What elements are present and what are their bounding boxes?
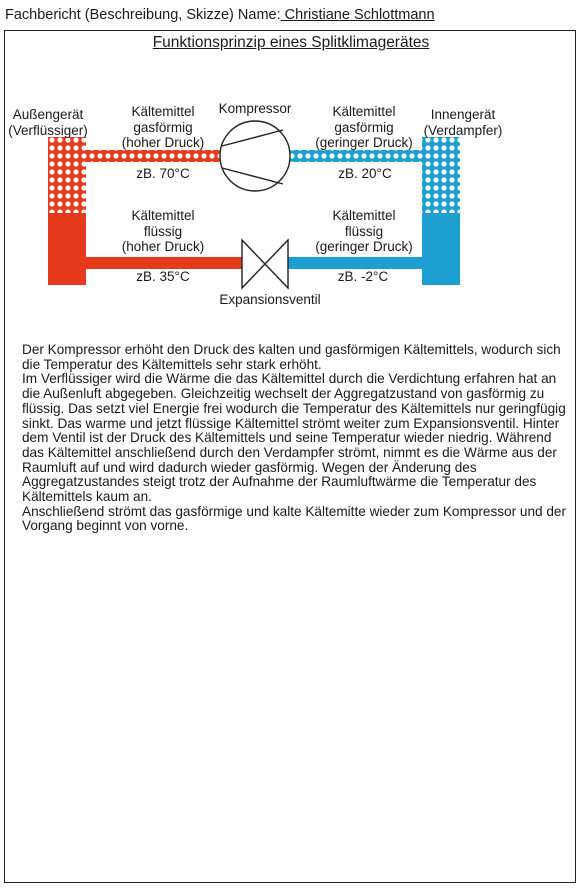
cold-liquid-pipe: [288, 257, 422, 269]
paragraph: Der Kompressor erhöht den Druck des kalten und gasförmigen Kältemittels, wodurch sich die Temperatur des Kältemittels sehr stark erhöht.: [22, 342, 561, 372]
refrigeration-cycle-diagram: [0, 0, 582, 330]
paragraph: Anschließend strömt das gasförmige und kalte Kältemitte wieder zum Kompressor und der Vorgang beginnt von vorne.: [22, 503, 567, 534]
cold-gas-label: Kältemittel gasförmig (geringer Druck): [315, 104, 413, 150]
description-text: [22, 343, 567, 534]
temp-cold-liquid: zB. -2°C: [337, 269, 389, 284]
evaporator-liquid-section: [422, 213, 460, 285]
cold-liquid-label: Kältemittel flüssig (geringer Druck): [315, 208, 413, 254]
compressor-icon: [220, 121, 290, 191]
expansion-valve-label: Expansionsventil: [219, 292, 321, 307]
indoor-unit-label: Innengerät (Verdampfer): [423, 107, 503, 138]
evaporator-gas-section: [422, 137, 460, 213]
temp-warm-liquid: zB. 35°C: [136, 269, 190, 284]
compressor-label: Kompressor: [218, 101, 292, 116]
warm-liquid-pipe: [86, 257, 242, 269]
temp-cold-gas: zB. 20°C: [338, 166, 392, 181]
author-name: Christiane Schlottmann: [280, 7, 435, 23]
paragraph: Im Verflüssiger wird die Wärme die das Kältemittel durch die Verdichtung erfahren hat an die Außenluft abgegeben. Gleichzeitig wechselt der Aggregatzustand von gasförmig zu flüssig. Das setzt viel Energie frei wodurch die Temperatur des Kältemittels nur geringfügig sinkt. Das warme und jetzt flüssige Kältemittel strömt weiter zum Expansionsventil. Hinter dem Ventil ist der Druck des Kältemittels und seine Temperatur wieder niedrig. Während das Kältemittel anschließend durch den Verdampfer strömt, nimmt es die Wärme aus der Raumluft auf und wird dadurch wieder gasförmig. Wegen der Änderung des Aggregatzustandes steigt trotz der Aufnahme der Raumluftwärme die Temperatur des Kältemittels kaum an.: [22, 371, 566, 505]
condenser-liquid-section: [48, 213, 86, 285]
temp-hot-gas: zB. 70°C: [136, 166, 190, 181]
diagram-title: Funktionsprinzip eines Splitklimagerätes: [152, 34, 430, 51]
cold-gas-pipe: [290, 150, 422, 162]
condenser-gas-section: [48, 137, 86, 213]
hot-gas-pipe: [86, 150, 220, 162]
header-prefix: Fachbericht (Beschreibung, Skizze) Name:: [5, 7, 281, 23]
hot-gas-label: Kältemittel gasförmig (hoher Druck): [121, 104, 205, 150]
outdoor-unit-label: Außengerät (Verflüssiger): [8, 107, 88, 138]
expansion-valve-icon: [242, 240, 288, 288]
warm-liquid-label: Kältemittel flüssig (hoher Druck): [121, 208, 205, 254]
